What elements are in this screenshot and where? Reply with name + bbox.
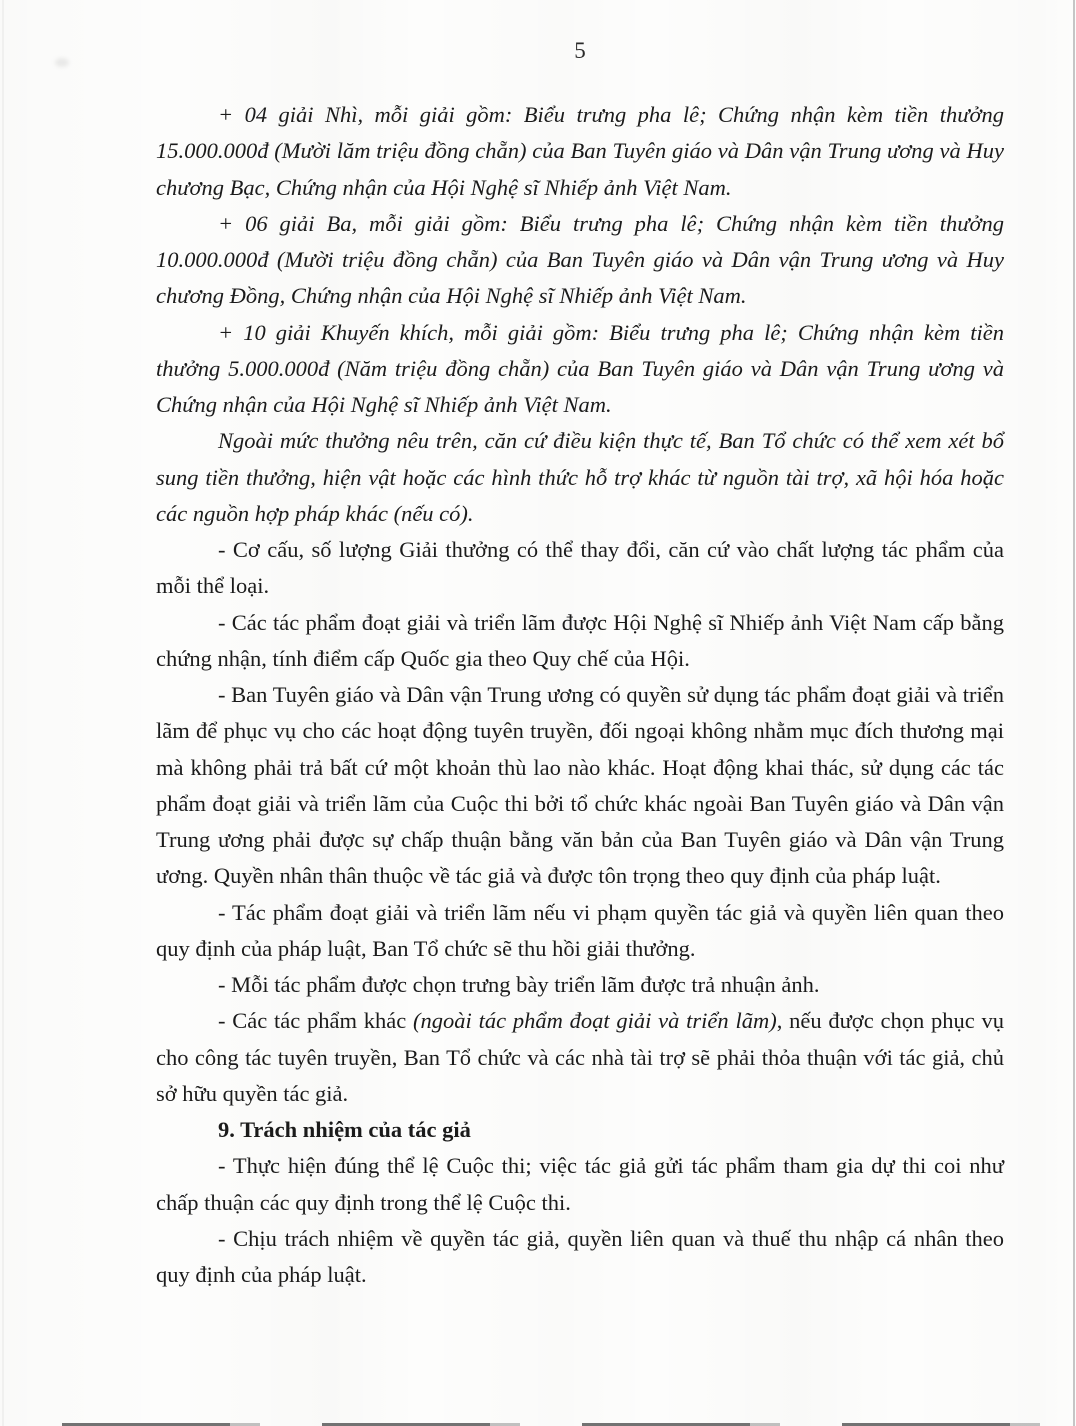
paragraph xyxy=(156,967,1004,1003)
section-heading xyxy=(156,1112,1004,1148)
paragraph-text: - Mỗi tác phẩm được chọn trưng bày triển lãm được trả nhuận ảnh. xyxy=(218,972,820,997)
scan-edge-right xyxy=(1073,0,1075,1426)
document-body xyxy=(156,97,1004,1293)
paragraph-text: - Chịu trách nhiệm về quyền tác giả, quyền liên quan và thuế thu nhập cá nhân theo quy định của pháp luật. xyxy=(156,1225,1004,1287)
paragraph xyxy=(156,315,1004,424)
heading-text: 9. Trách nhiệm của tác giả xyxy=(218,1117,471,1142)
paragraph xyxy=(156,895,1004,968)
scan-edge-left xyxy=(2,0,4,1426)
paragraph xyxy=(156,605,1004,678)
paragraph-text: - Các tác phẩm đoạt giải và triển lãm được Hội Nghệ sĩ Nhiếp ảnh Việt Nam cấp bằng chứng nhận, tính điểm cấp Quốc gia theo Quy chế của Hội. xyxy=(156,609,1004,671)
scan-smudge xyxy=(55,58,69,67)
paragraph-text: , nếu được chọn phục vụ cho công tác tuyên truyền, Ban Tổ chức và các nhà tài trợ sẽ phải thỏa thuận với tác giả, chủ sở hữu quyền tác giả. xyxy=(156,1008,1004,1106)
paragraph-text: - Thực hiện đúng thể lệ Cuộc thi; việc tác giả gửi tác phẩm tham gia dự thi coi như chấp thuận các quy định trong thể lệ Cuộc thi. xyxy=(156,1153,1004,1215)
paragraph xyxy=(156,97,1004,206)
paragraph-text: + 04 giải Nhì, mỗi giải gồm: Biểu trưng pha lê; Chứng nhận kèm tiền thưởng 15.000.000đ (Mười lăm triệu đồng chẵn) của Ban Tuyên giáo và Dân vận Trung ương và Huy chương Bạc, Chứng nhận của Hội Nghệ sĩ Nhiếp ảnh Việt Nam. xyxy=(156,102,1004,200)
paragraph-text: (ngoài tác phẩm đoạt giải và triển lãm) xyxy=(413,1008,777,1034)
paragraph-text: + 06 giải Ba, mỗi giải gồm: Biểu trưng pha lê; Chứng nhận kèm tiền thưởng 10.000.000đ (Mười triệu đồng chẵn) của Ban Tuyên giáo và Dân vận Trung ương và Huy chương Đồng, Chứng nhận của Hội Nghệ sĩ Nhiếp ảnh Việt Nam. xyxy=(156,210,1004,309)
paragraph xyxy=(156,1003,1004,1112)
paragraph-text: + 10 giải Khuyến khích, mỗi giải gồm: Biểu trưng pha lê; Chứng nhận kèm tiền thưởng 5.000.000đ (Năm triệu đồng chẵn) của Ban Tuyên giáo và Dân vận Trung ương và Chứng nhận của Hội Nghệ sĩ Nhiếp ảnh Việt Nam. xyxy=(156,319,1004,417)
page-number: 5 xyxy=(574,38,586,63)
paragraph xyxy=(156,677,1004,895)
paragraph xyxy=(156,1148,1004,1221)
paragraph-text: - Ban Tuyên giáo và Dân vận Trung ương có quyền sử dụng tác phẩm đoạt giải và triển lãm để phục vụ cho các hoạt động tuyên truyền, đối ngoại không nhằm mục đích thương mại mà không phải trả bất cứ một khoản thù lao nào khác. Hoạt động khai thác, sử dụng các tác phẩm đoạt giải và triển lãm của Cuộc thi bởi tổ chức khác ngoài Ban Tuyên giáo và Dân vận Trung ương phải được sự chấp thuận bằng văn bản của Ban Tuyên giáo và Dân vận Trung ương. Quyền nhân thân thuộc về tác giả và được tôn trọng theo quy định của pháp luật. xyxy=(156,682,1004,889)
paragraph xyxy=(156,206,1004,315)
paragraph-text: - Cơ cấu, số lượng Giải thưởng có thể thay đổi, căn cứ vào chất lượng tác phẩm của mỗi thể loại. xyxy=(156,537,1004,599)
paragraph xyxy=(156,532,1004,605)
paragraph-text: - Tác phẩm đoạt giải và triển lãm nếu vi phạm quyền tác giả và quyền liên quan theo quy định của pháp luật, Ban Tổ chức sẽ thu hồi giải thưởng. xyxy=(156,899,1004,961)
paragraph xyxy=(156,423,1004,532)
paragraph-text: - Các tác phẩm khác xyxy=(218,1008,414,1034)
paragraph-text: Ngoài mức thưởng nêu trên, căn cứ điều kiện thực tế, Ban Tổ chức có thể xem xét bổ sung tiền thưởng, hiện vật hoặc các hình thức hỗ trợ khác từ nguồn tài trợ, xã hội hóa hoặc các nguồn hợp pháp khác (nếu có). xyxy=(156,428,1004,526)
paragraph xyxy=(156,1221,1004,1294)
